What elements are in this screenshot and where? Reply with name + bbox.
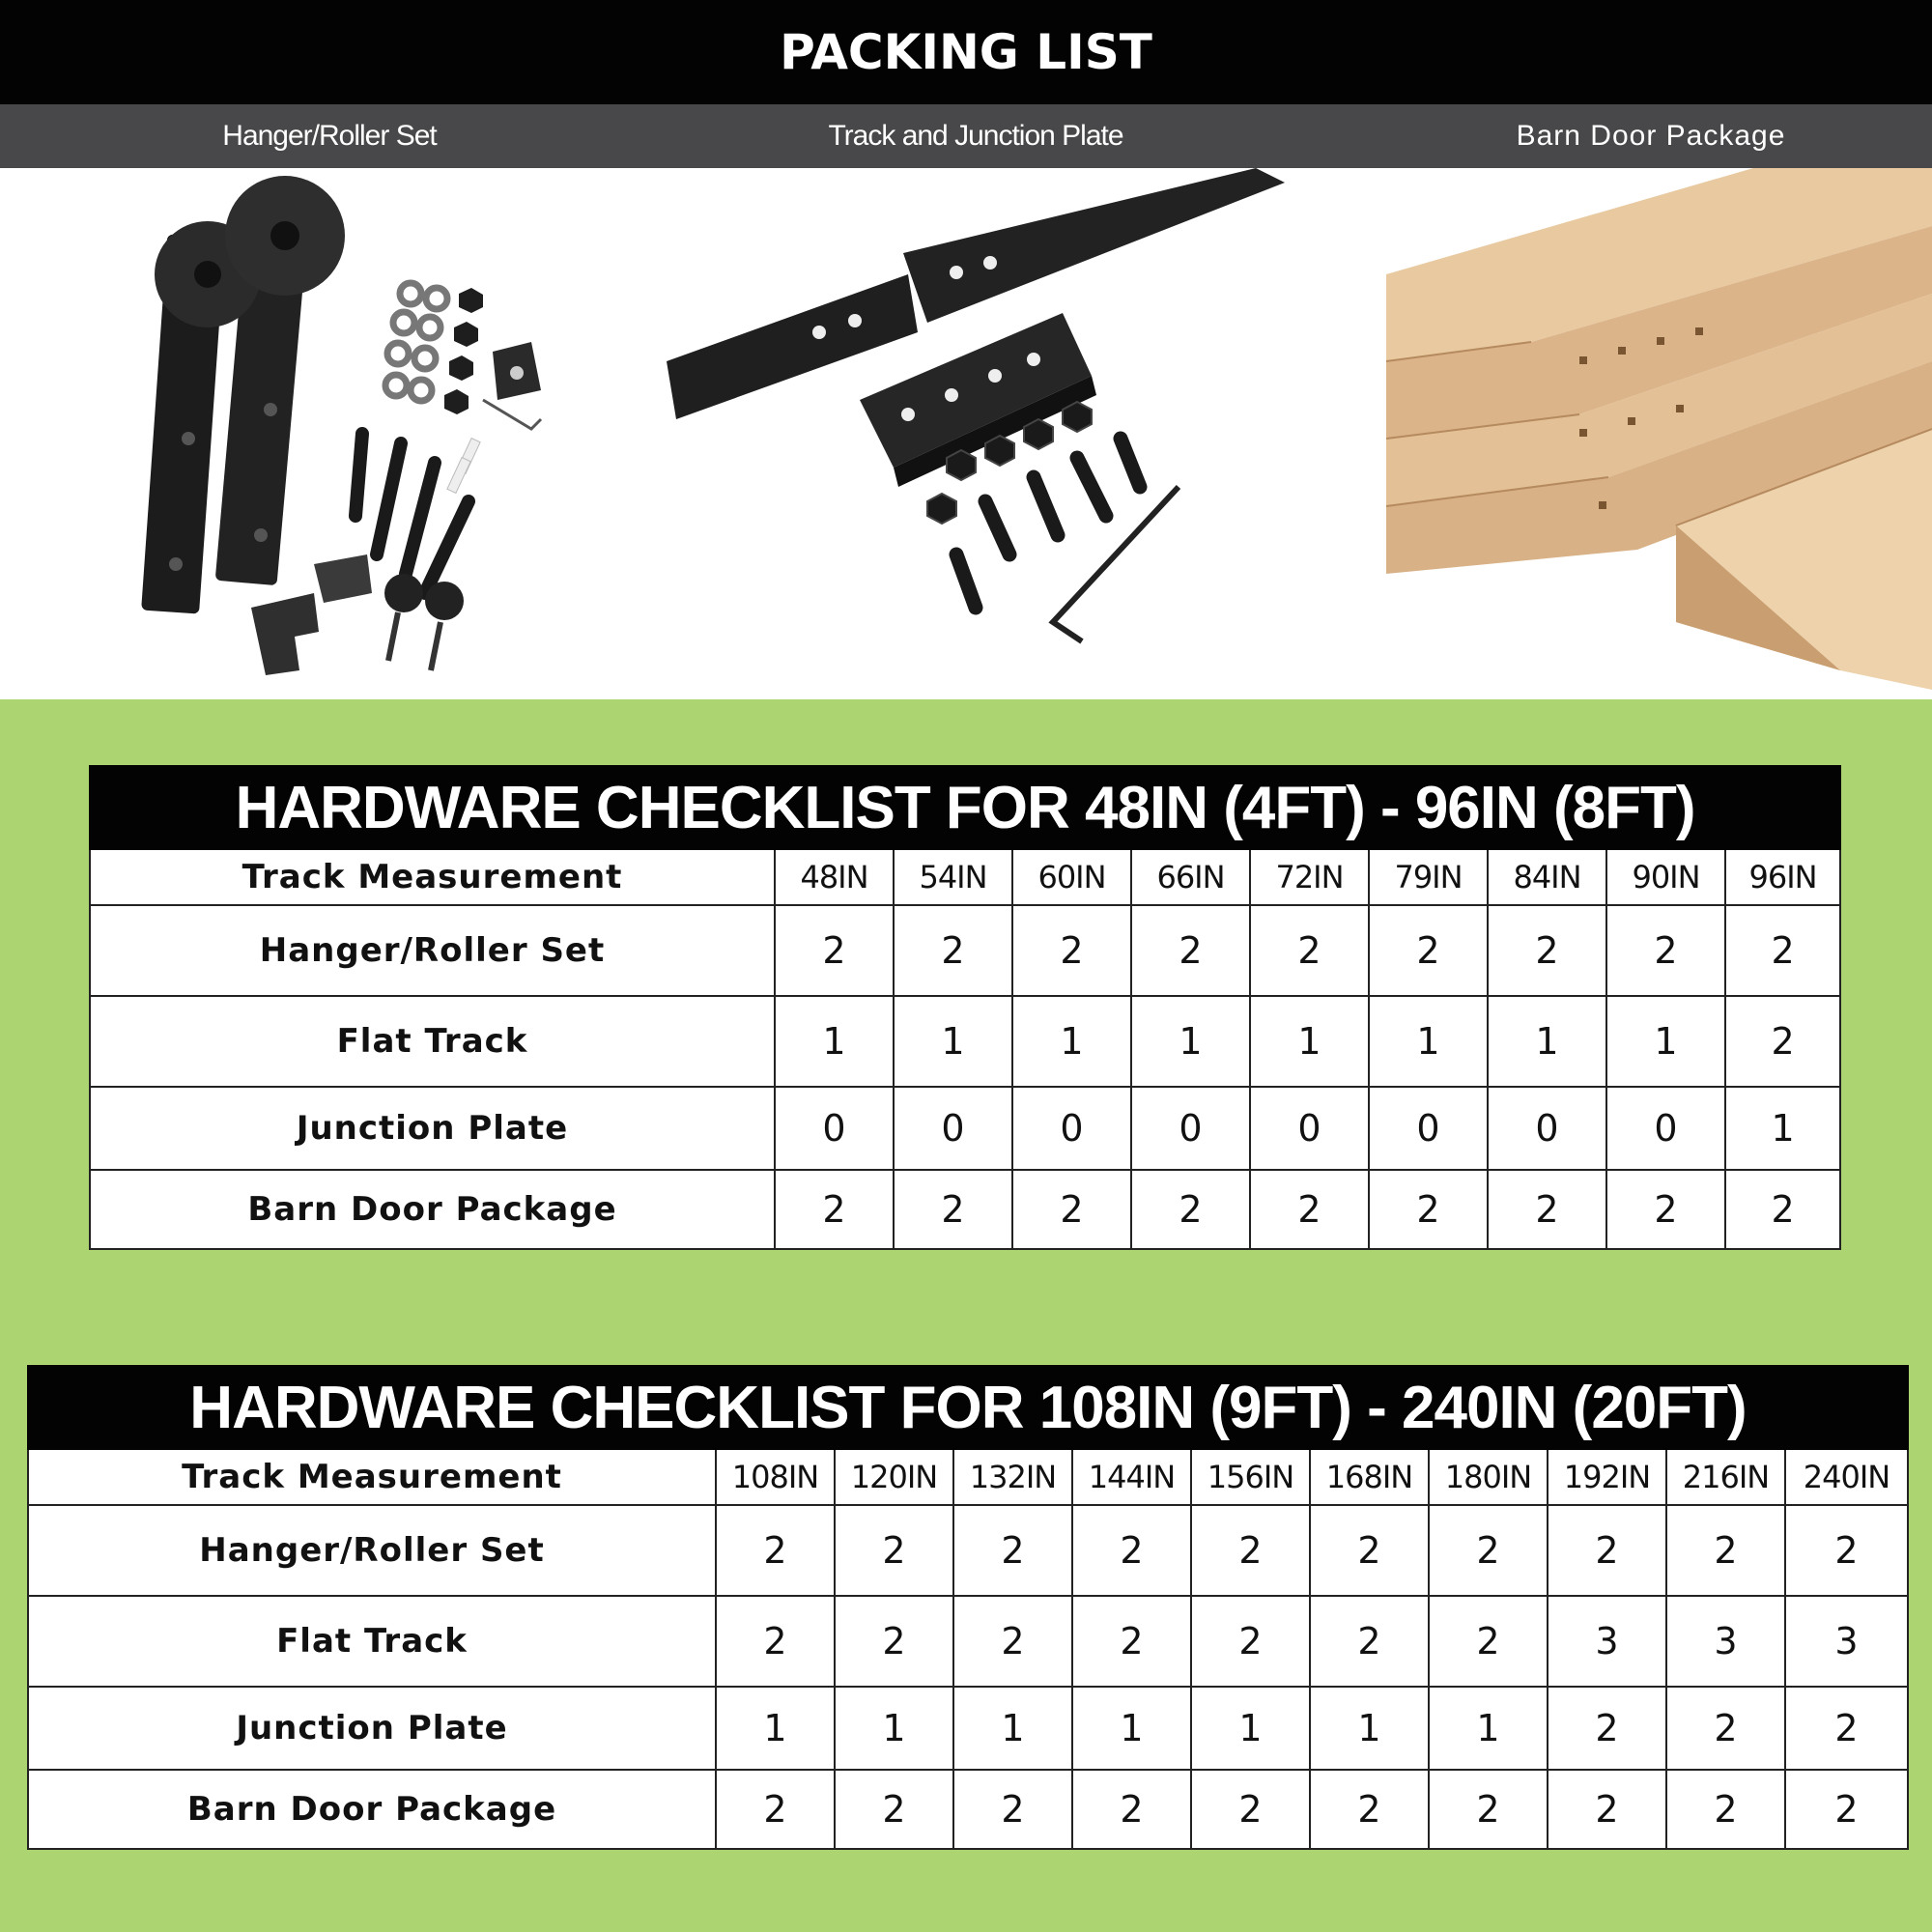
cell-value: 2 [1250, 1170, 1369, 1249]
cell-value: 1 [953, 1687, 1072, 1770]
cell-value: 1 [1250, 996, 1369, 1087]
cell-value: 1 [1429, 1687, 1548, 1770]
cell-value: 2 [894, 905, 1012, 996]
cell-value: 0 [1369, 1087, 1488, 1170]
cell-value: 2 [1429, 1770, 1548, 1849]
section-label-barn-door: Barn Door Package [1516, 120, 1786, 152]
cell-value: 2 [1072, 1770, 1191, 1849]
cell-value: 1 [716, 1687, 835, 1770]
track-measurement-label: Track Measurement [90, 849, 775, 905]
cell-value: 2 [953, 1596, 1072, 1687]
cell-value: 1 [1369, 996, 1488, 1087]
cell-value: 2 [1785, 1687, 1908, 1770]
page-title: PACKING LIST [780, 24, 1152, 80]
column-header: 72IN [1250, 849, 1369, 905]
cell-value: 2 [1548, 1770, 1666, 1849]
cell-value: 2 [1072, 1505, 1191, 1596]
cell-value: 1 [1310, 1687, 1429, 1770]
row-label: Hanger/Roller Set [28, 1505, 716, 1596]
row-label: Flat Track [90, 996, 775, 1087]
column-header: 90IN [1606, 849, 1725, 905]
section-label-hanger-roller: Hanger/Roller Set [222, 120, 437, 152]
cell-value: 2 [1725, 1170, 1840, 1249]
hardware-checklist-table-108-240 [27, 1365, 1909, 1850]
cell-value: 2 [716, 1596, 835, 1687]
section-labels-bar [0, 104, 1932, 168]
column-header: 156IN [1191, 1449, 1310, 1505]
cell-value: 2 [894, 1170, 1012, 1249]
column-header: 60IN [1012, 849, 1131, 905]
cell-value: 2 [835, 1770, 953, 1849]
cell-value: 0 [1131, 1087, 1250, 1170]
cell-value: 2 [1012, 905, 1131, 996]
cell-value: 2 [1785, 1770, 1908, 1849]
column-header: 96IN [1725, 849, 1840, 905]
column-header: 66IN [1131, 849, 1250, 905]
column-header: 84IN [1488, 849, 1606, 905]
cell-value: 2 [1488, 905, 1606, 996]
cell-value: 2 [1310, 1770, 1429, 1849]
column-header: 79IN [1369, 849, 1488, 905]
cell-value: 2 [1429, 1505, 1548, 1596]
row-label: Flat Track [28, 1596, 716, 1687]
cell-value: 2 [1606, 1170, 1725, 1249]
column-header: 192IN [1548, 1449, 1666, 1505]
cell-value: 2 [1725, 996, 1840, 1087]
cell-value: 3 [1785, 1596, 1908, 1687]
column-header: 132IN [953, 1449, 1072, 1505]
hanger-roller-set-photo [116, 168, 618, 699]
cell-value: 1 [1072, 1687, 1191, 1770]
table-row [90, 996, 1840, 1087]
cell-value: 2 [835, 1596, 953, 1687]
cell-value: 1 [775, 996, 894, 1087]
column-header: 168IN [1310, 1449, 1429, 1505]
cell-value: 1 [1191, 1687, 1310, 1770]
row-label: Barn Door Package [90, 1170, 775, 1249]
table-row [90, 905, 1840, 996]
cell-value: 0 [1606, 1087, 1725, 1170]
cell-value: 0 [1488, 1087, 1606, 1170]
cell-value: 2 [1310, 1596, 1429, 1687]
track-junction-plate-photo [667, 168, 1285, 699]
cell-value: 1 [894, 996, 1012, 1087]
cell-value: 2 [1548, 1687, 1666, 1770]
cell-value: 2 [1666, 1770, 1785, 1849]
column-header: 144IN [1072, 1449, 1191, 1505]
cell-value: 2 [1606, 905, 1725, 996]
cell-value: 2 [1548, 1505, 1666, 1596]
row-label: Junction Plate [90, 1087, 775, 1170]
cell-value: 1 [1488, 996, 1606, 1087]
column-header: 180IN [1429, 1449, 1548, 1505]
cell-value: 2 [1429, 1596, 1548, 1687]
cell-value: 2 [1191, 1596, 1310, 1687]
cell-value: 1 [835, 1687, 953, 1770]
cell-value: 2 [1785, 1505, 1908, 1596]
table-row [28, 1505, 1908, 1596]
cell-value: 1 [1725, 1087, 1840, 1170]
cell-value: 2 [1012, 1170, 1131, 1249]
product-photo-strip [0, 168, 1932, 699]
cell-value: 1 [1606, 996, 1725, 1087]
cell-value: 2 [1725, 905, 1840, 996]
cell-value: 2 [1666, 1687, 1785, 1770]
cell-value: 2 [716, 1770, 835, 1849]
column-header: 120IN [835, 1449, 953, 1505]
table-row [90, 1170, 1840, 1249]
column-header: 108IN [716, 1449, 835, 1505]
row-label: Junction Plate [28, 1687, 716, 1770]
wood-planks-icon [1386, 168, 1932, 699]
column-header: 240IN [1785, 1449, 1908, 1505]
row-label: Barn Door Package [28, 1770, 716, 1849]
cell-value: 2 [1369, 1170, 1488, 1249]
cell-value: 2 [1072, 1596, 1191, 1687]
hardware-checklist-table-48-96 [89, 765, 1841, 1250]
cell-value: 2 [1131, 1170, 1250, 1249]
hanger-roller-set-icon [116, 168, 618, 699]
row-label: Hanger/Roller Set [90, 905, 775, 996]
cell-value: 2 [1666, 1505, 1785, 1596]
cell-value: 3 [1666, 1596, 1785, 1687]
cell-value: 3 [1548, 1596, 1666, 1687]
table-row [90, 1087, 1840, 1170]
packing-list-header [0, 0, 1932, 104]
checklist-title: HARDWARE CHECKLIST FOR 108IN (9FT) - 240IN (20FT) [28, 1366, 1908, 1449]
checklist-title: HARDWARE CHECKLIST FOR 48IN (4FT) - 96IN (8FT) [90, 766, 1840, 849]
cell-value: 2 [1250, 905, 1369, 996]
cell-value: 2 [1191, 1505, 1310, 1596]
table-row [28, 1770, 1908, 1849]
cell-value: 0 [894, 1087, 1012, 1170]
cell-value: 0 [1012, 1087, 1131, 1170]
cell-value: 2 [716, 1505, 835, 1596]
cell-value: 2 [1131, 905, 1250, 996]
cell-value: 0 [1250, 1087, 1369, 1170]
cell-value: 2 [835, 1505, 953, 1596]
cell-value: 2 [775, 905, 894, 996]
cell-value: 2 [1310, 1505, 1429, 1596]
barn-door-package-photo [1386, 168, 1932, 699]
cell-value: 2 [775, 1170, 894, 1249]
column-header: 54IN [894, 849, 1012, 905]
table-row [28, 1596, 1908, 1687]
cell-value: 2 [1488, 1170, 1606, 1249]
track-measurement-label: Track Measurement [28, 1449, 716, 1505]
table-row [28, 1687, 1908, 1770]
cell-value: 0 [775, 1087, 894, 1170]
cell-value: 1 [1012, 996, 1131, 1087]
cell-value: 2 [1369, 905, 1488, 996]
cell-value: 2 [1191, 1770, 1310, 1849]
column-header: 216IN [1666, 1449, 1785, 1505]
column-header: 48IN [775, 849, 894, 905]
cell-value: 2 [953, 1505, 1072, 1596]
section-label-track-junction: Track and Junction Plate [828, 120, 1123, 152]
flat-track-junction-plate-icon [667, 168, 1285, 699]
cell-value: 1 [1131, 996, 1250, 1087]
cell-value: 2 [953, 1770, 1072, 1849]
